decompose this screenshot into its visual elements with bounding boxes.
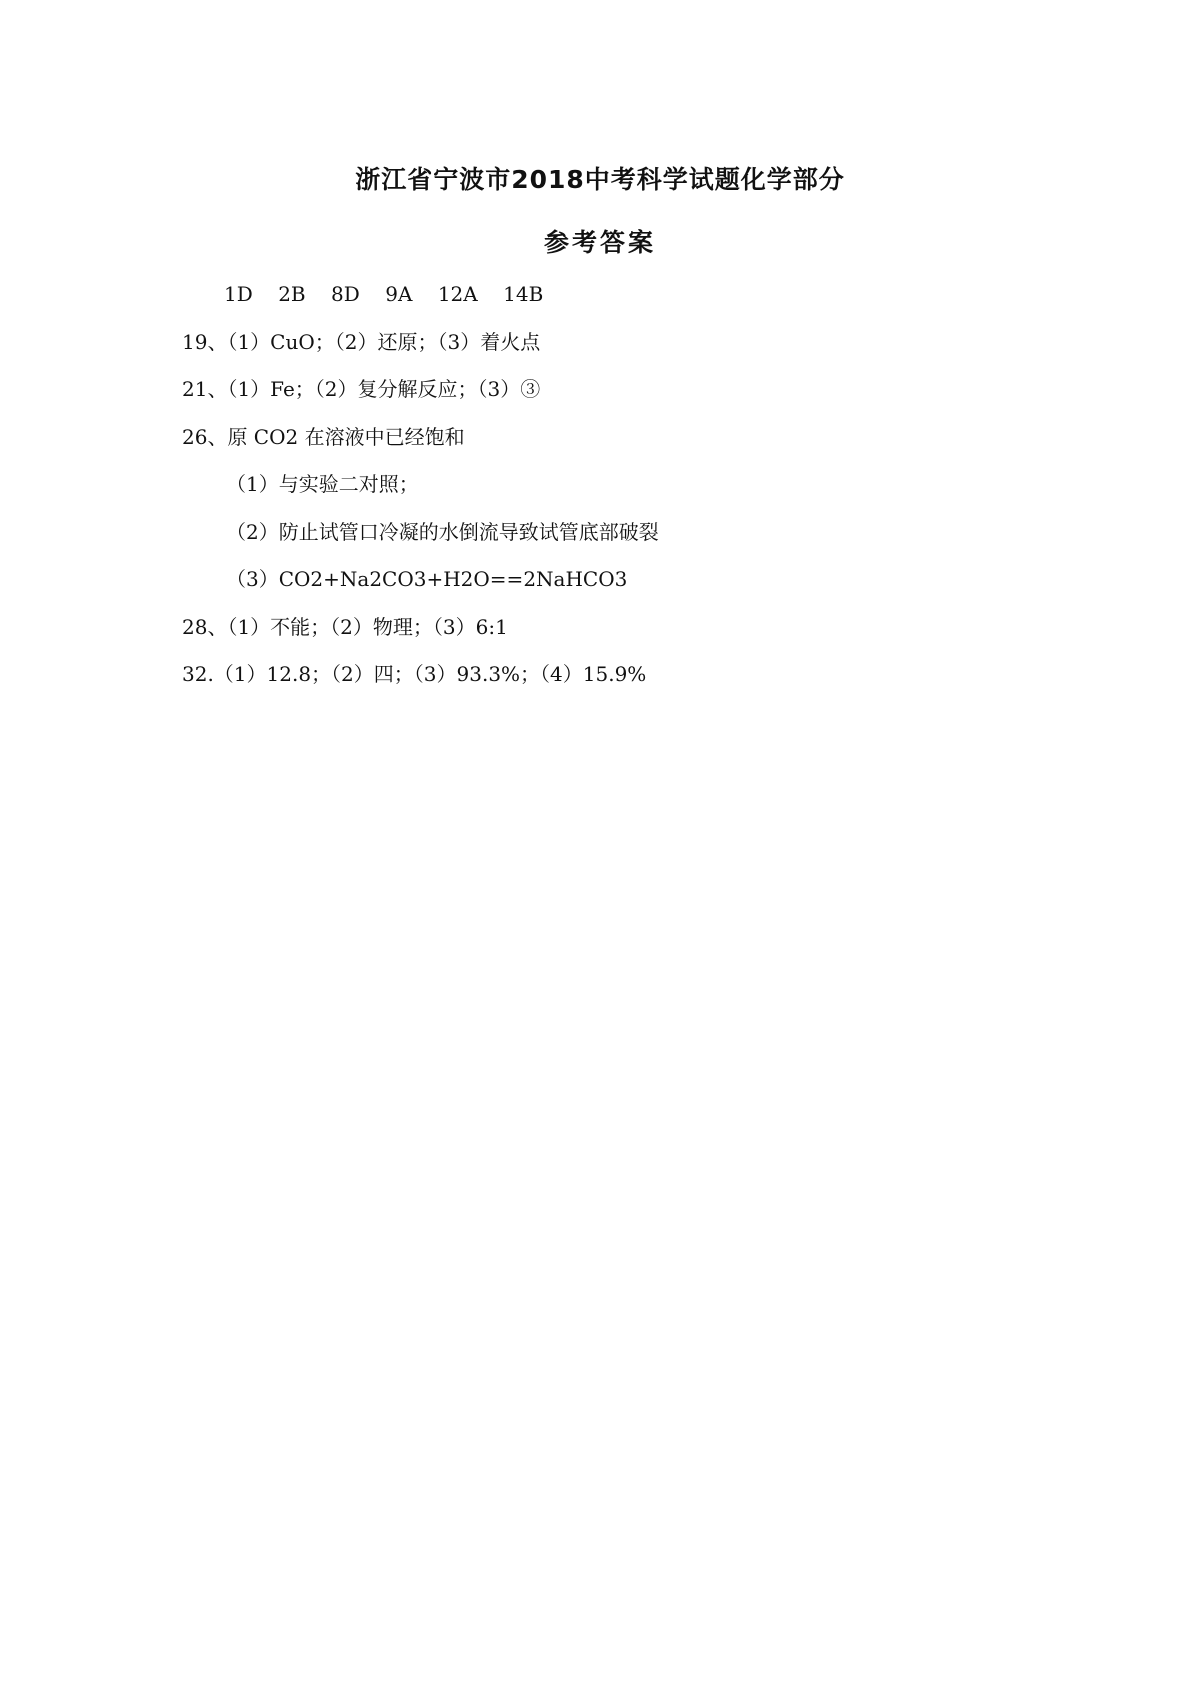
- answer-list: [182, 282, 1082, 710]
- document-title: 浙江省宁波市2018中考科学试题化学部分: [355, 165, 845, 194]
- answer-line-q19: 19、（1）CuO；（2）还原；（3）着火点: [182, 329, 541, 354]
- answer-line-q28: 28、（1）不能；（2）物理；（3）6:1: [182, 614, 508, 639]
- answer-line-q26-part1: （1）与实验二对照；: [226, 472, 419, 496]
- answer-line-q21: 21、（1）Fe；（2）复分解反应；（3）③: [182, 377, 541, 401]
- answer-line-q26-part2: （2）防止试管口冷凝的水倒流导致试管底部破裂: [226, 519, 659, 544]
- answer-line-q26-part3: （3）CO2+Na2CO3+H2O==2NaHCO3: [226, 567, 628, 591]
- answer-line-q32: 32.（1）12.8；（2）四；（3）93.3%；（4）15.9%: [182, 662, 647, 686]
- answer-line-multiple-choice: 1D 2B 8D 9A 12A 14B: [224, 282, 544, 306]
- document-subtitle: 参考答案: [543, 228, 656, 257]
- answer-line-q26: 26、原 CO2 在溶液中已经饱和: [182, 424, 465, 449]
